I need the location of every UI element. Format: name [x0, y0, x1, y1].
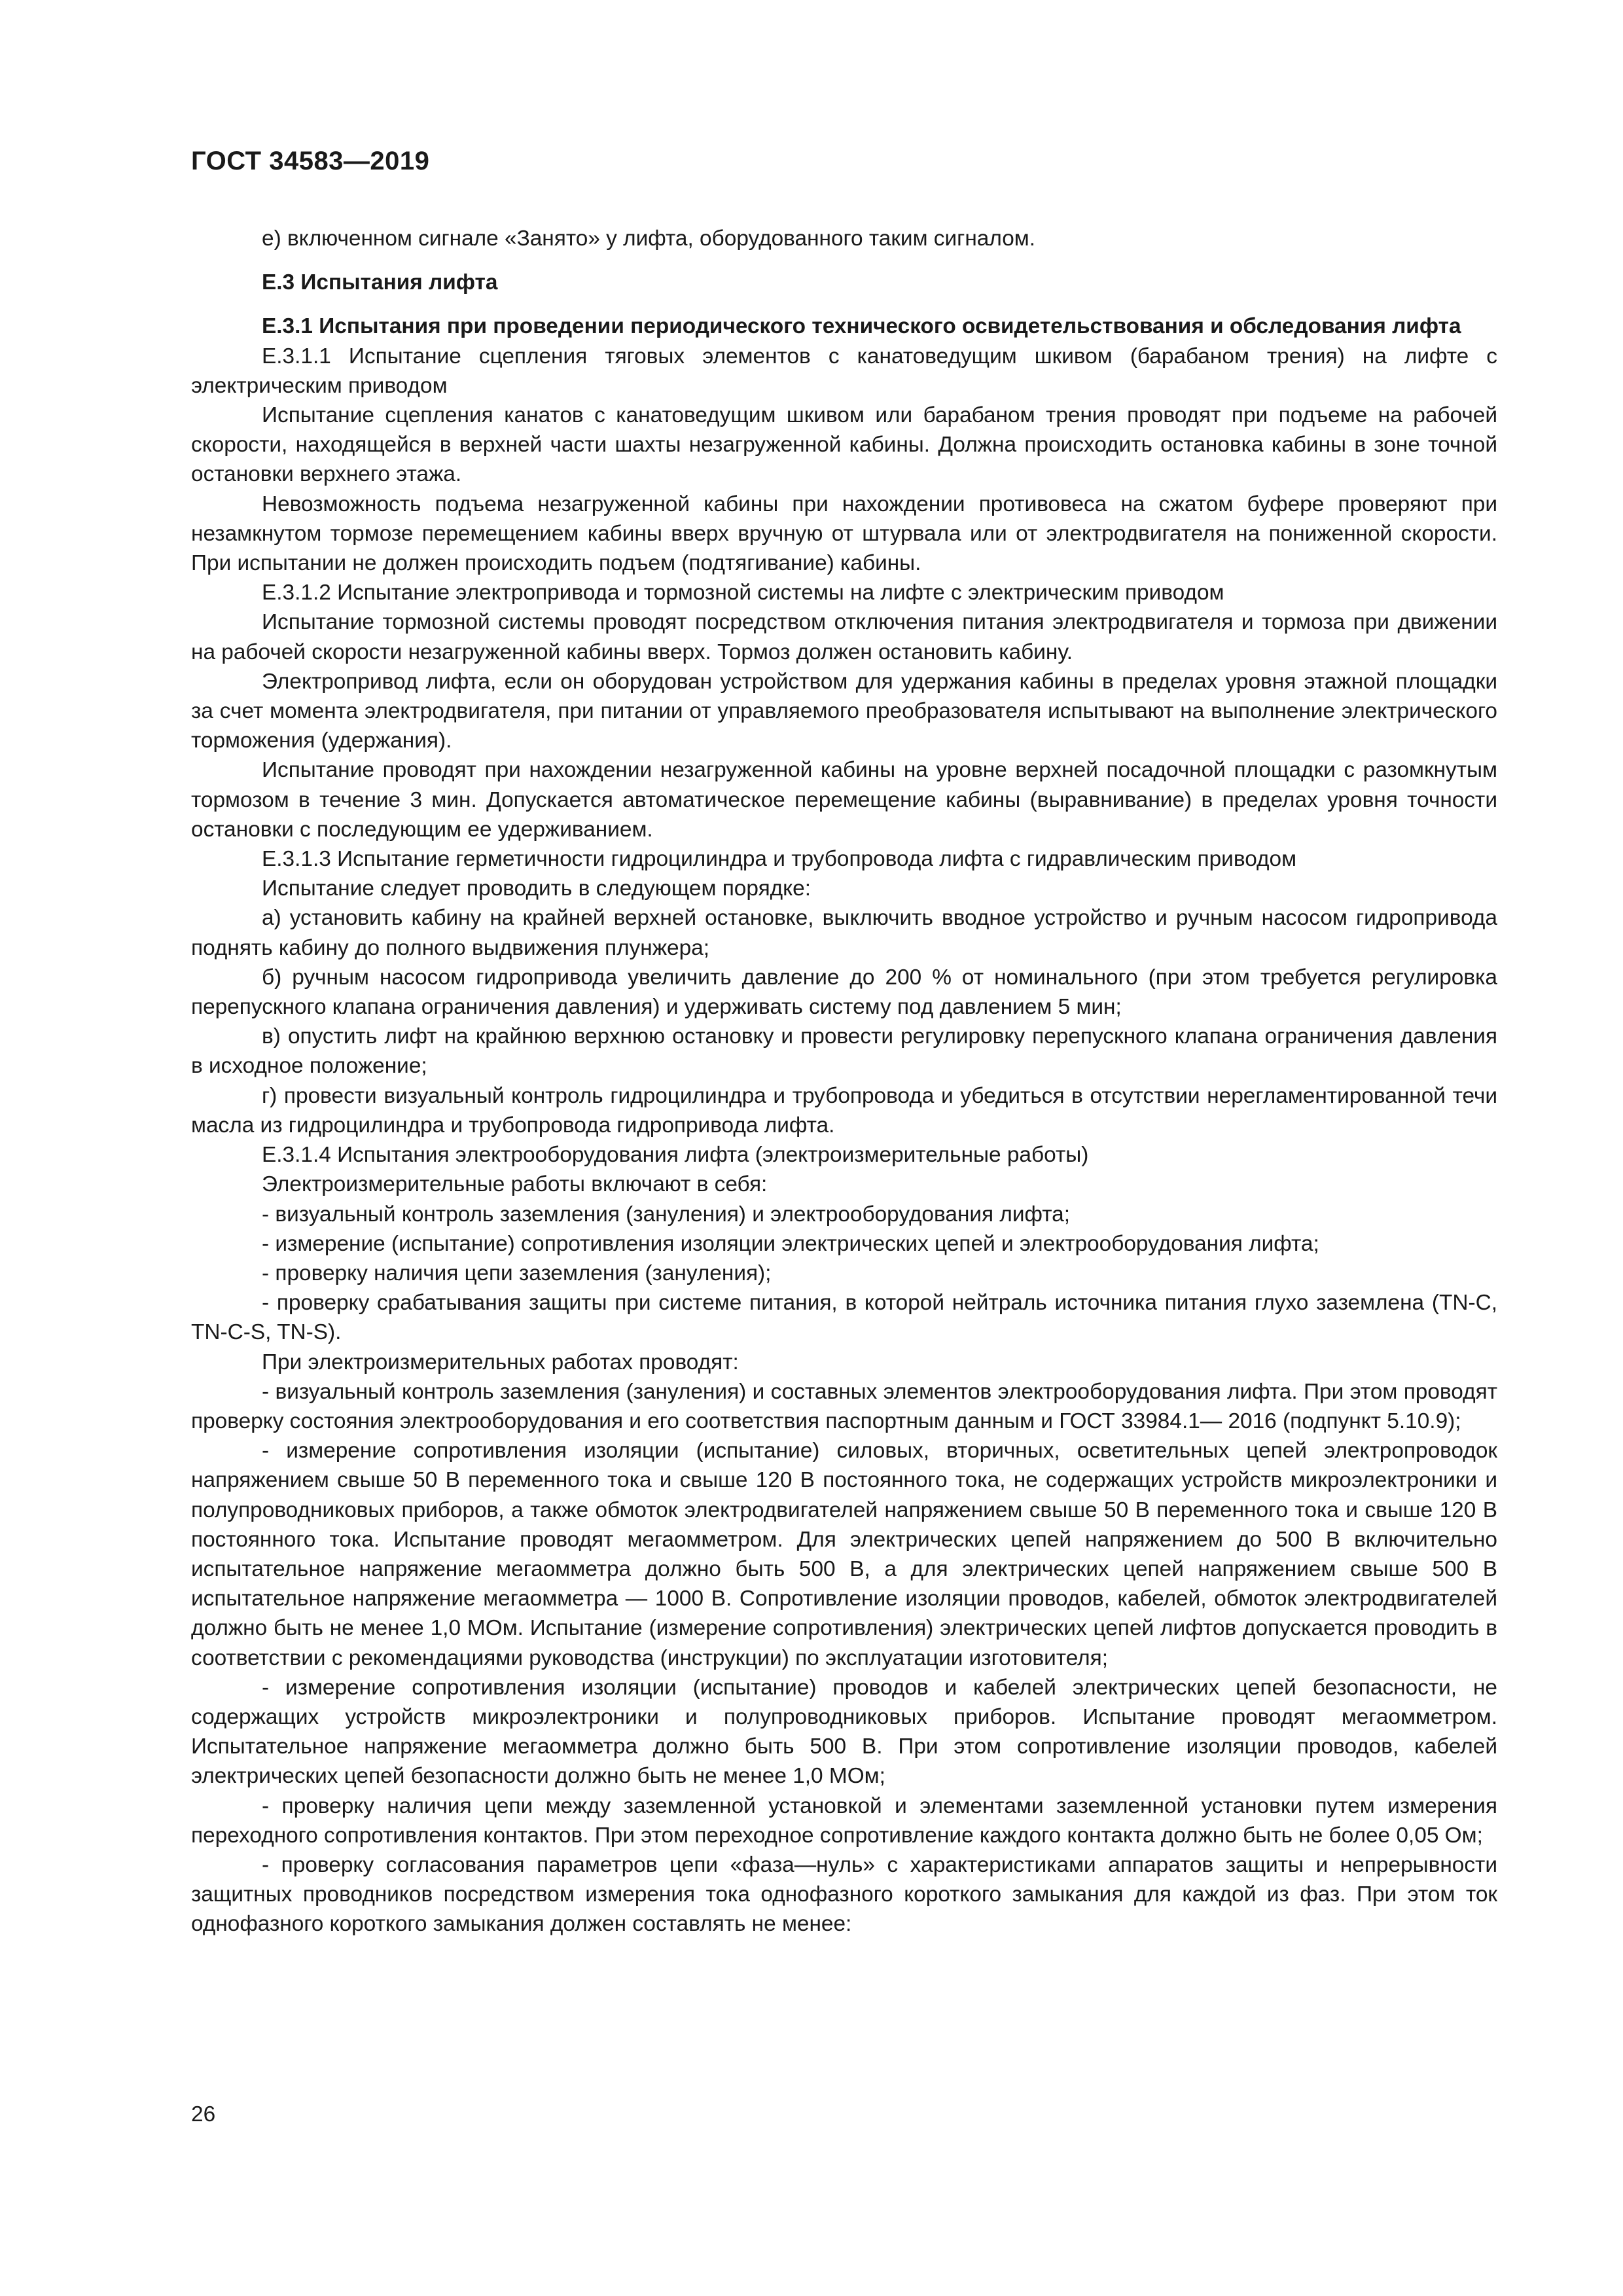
paragraph: Испытание сцепления канатов с канатоведущим шкивом или барабаном трения проводят при подъеме на рабочей скорости, находящейся в верхней части шахты незагруженной кабины. Должна происходить остановка кабины в зоне точной остановки верхнего этажа. [191, 403, 1497, 487]
list-item: - визуальный контроль заземления (зануления) и составных элементов электрооборудования лифта. При этом проводят проверку состояния электрооборудования и его соответствия паспортным данным и ГОСТ 33984.1— 2016 (подпункт 5.10.9); [191, 1379, 1497, 1433]
list-item: - измерение сопротивления изоляции (испытание) силовых, вторичных, осветительных цепей электропроводок напряжением свыше 50 В переменного тока и свыше 120 В постоянного тока, не содержащих устройств микроэлектроники и полупроводниковых приборов, а также обмоток электродвигателей напряжением свыше 50 В переменного тока и свыше 120 В постоянного тока. Испытание проводят мегаомметром. Для электрических цепей напряжением до 500 В включительно испытательное напряжение мегаомметра должно быть 500 В, а для электрических цепей напряжением свыше 500 В испытательное напряжение мегаомметра — 1000 В. Сопротивление изоляции проводов, кабелей, обмоток электродвигателей должно быть не менее 1,0 МОм. Испытание (измерение сопротивления) электрических цепей лифтов допускается проводить в соответствии с рекомендациями руководства (инструкции) по эксплуатации изготовителя; [191, 1439, 1497, 1670]
list-item: в) опустить лифт на крайнюю верхнюю остановку и провести регулировку перепускного клапана ограничения давления в исходное положение; [191, 1024, 1497, 1079]
page-content [191, 224, 1497, 1939]
list-item: - проверку наличия цепи заземления (зануления); [262, 1261, 772, 1285]
page-number: 26 [191, 2102, 216, 2126]
clause-heading-e312: Е.3.1.2 Испытание электропривода и тормозной системы на лифте с электрическим приводом [262, 581, 1224, 605]
list-item: - проверку срабатывания защиты при системе питания, в которой нейтраль источника питания глухо заземлена (TN-C, TN-C-S, TN-S). [191, 1291, 1497, 1345]
clause-heading-e313: Е.3.1.3 Испытание герметичности гидроцилиндра и трубопровода лифта с гидравлическим приводом [262, 847, 1297, 872]
list-item: - проверку согласования параметров цепи «фаза—нуль» с характеристиками аппаратов защиты и непрерывности защитных проводников посредством измерения тока однофазного короткого замыкания для каждой из фаз. При этом ток однофазного короткого замыкания должен составлять не менее: [191, 1852, 1497, 1937]
clause-heading-e314: Е.3.1.4 Испытания электрооборудования лифта (электроизмерительные работы) [262, 1143, 1089, 1168]
list-item: г) провести визуальный контроль гидроцилиндра и трубопровода и убедиться в отсутствии нерегламентированной течи масла из гидроцилиндра и трубопровода гидропривода лифта. [191, 1083, 1497, 1138]
list-item: - проверку наличия цепи между заземленной установкой и элементами заземленной установки путем измерения переходного сопротивления контактов. При этом переходное сопротивление каждого контакта должно быть не более 0,05 Ом; [191, 1793, 1497, 1848]
list-item: - измерение сопротивления изоляции (испытание) проводов и кабелей электрических цепей безопасности, не содержащих устройств микроэлектроники и полупроводниковых приборов. Испытание проводят мегаомметром. Испытательное напряжение мегаомметра должно быть 500 В. При этом сопротивление изоляции проводов, кабелей электрических цепей безопасности должно быть не менее 1,0 МОм; [191, 1675, 1497, 1789]
paragraph: Испытание проводят при нахождении незагруженной кабины на уровне верхней посадочной площадки с разомкнутым тормозом в течение 3 мин. Допускается автоматическое перемещение кабины (выравнивание) в пределах уровня точности остановки с последующим ее удерживанием. [191, 758, 1497, 842]
clause-heading-e311: Е.3.1.1 Испытание сцепления тяговых элементов с канатоведущим шкивом (барабаном трения) на лифте с электрическим приводом [191, 344, 1497, 398]
paragraph: При электроизмерительных работах проводят: [262, 1350, 739, 1374]
list-item: б) ручным насосом гидропривода увеличить давление до 200 % от номинального (при этом требуется регулировка перепускного клапана ограничения давления) и удерживать систему под давлением 5 мин; [191, 965, 1497, 1020]
list-item: - измерение (испытание) сопротивления изоляции электрических цепей и электрооборудования лифта; [262, 1231, 1319, 1256]
paragraph: Невозможность подъема незагруженной кабины при нахождении противовеса на сжатом буфере проверяют при незамкнутом тормозе перемещением кабины вверх вручную от штурвала или от электродвигателя на пониженной скорости. При испытании не должен происходить подъем (подтягивание) кабины. [191, 492, 1497, 576]
paragraph: Электропривод лифта, если он оборудован устройством для удержания кабины в пределах уровня этажной площадки за счет момента электродвигателя, при питании от управляемого преобразователя испытывают на выполнение электрического торможения (удержания). [191, 669, 1497, 753]
subsection-heading-e31: Е.3.1 Испытания при проведении периодического технического освидетельствования и обследования лифта [262, 314, 1461, 339]
paragraph: Электроизмерительные работы включают в себя: [262, 1172, 768, 1197]
section-heading-e3: Е.3 Испытания лифта [262, 270, 498, 295]
document-code-header: ГОСТ 34583—2019 [191, 147, 430, 175]
list-item: - визуальный контроль заземления (зануления) и электрооборудования лифта; [262, 1202, 1071, 1227]
paragraph: Испытание следует проводить в следующем порядке: [262, 876, 811, 901]
paragraph: Испытание тормозной системы проводят посредством отключения питания электродвигателя и тормоза при движении на рабочей скорости незагруженной кабины вверх. Тормоз должен остановить кабину. [191, 610, 1497, 664]
list-item: а) установить кабину на крайней верхней остановке, выключить вводное устройство и ручным насосом гидропривода поднять кабину до полного выдвижения плунжера; [191, 906, 1497, 960]
list-item-e: е) включенном сигнале «Занято» у лифта, оборудованного таким сигналом. [262, 226, 1036, 251]
